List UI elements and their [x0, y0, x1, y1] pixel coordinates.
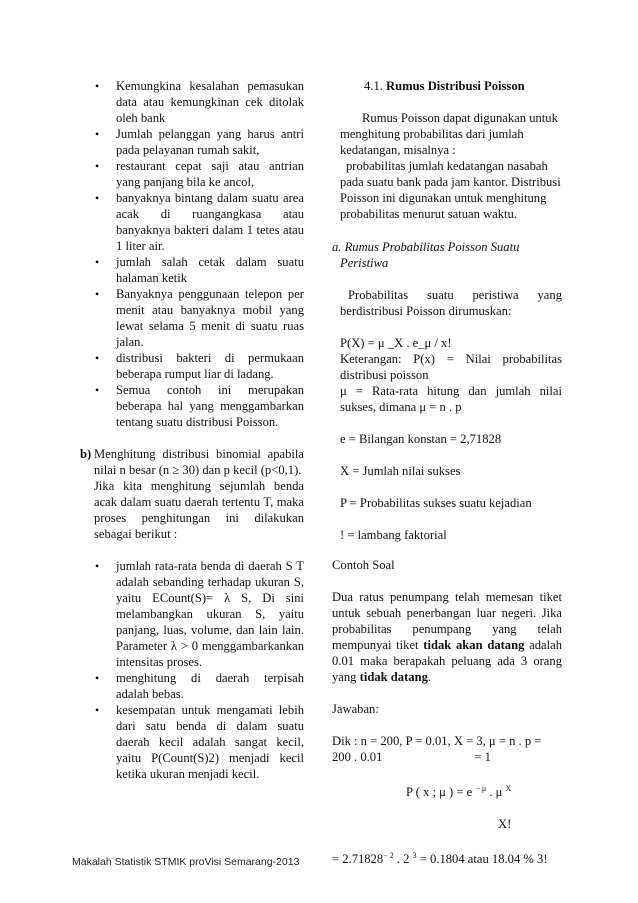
- right-column: [332, 78, 563, 867]
- factorial-definition: ! = lambang faktorial: [340, 528, 447, 542]
- bullet-icon: •: [95, 159, 100, 173]
- intro-text-2: probabilitas jumlah kedatangan nasabah pada suatu bank pada jam kantor. Distribusi Poisson ini digunakan untuk menghitung probabilitas menurut satuan waktu.: [340, 159, 561, 221]
- contoh-soal-heading: Contoh Soal: [332, 558, 395, 572]
- bullet-icon: •: [95, 559, 100, 573]
- bullet-item: [80, 702, 304, 782]
- bullet-text: kesempatan untuk mengamati lebih dari satu benda di dalam suatu daerah kecil adalah sangat kecil, yaitu P(Count(S)2) menjadi kecil ketika ukuran menjadi kecil.: [116, 703, 304, 781]
- bullet-item: [80, 350, 304, 382]
- bullet-item: [80, 382, 304, 430]
- bullet-text: Kemungkina kesalahan pemasukan data atau kemungkinan cek ditolak oleh bank: [116, 79, 304, 125]
- intro-text: Rumus Poisson dapat digunakan untuk menghitung probabilitas dari jumlah kedatangan, misalnya :: [340, 111, 558, 157]
- bullet-icon: •: [95, 287, 100, 301]
- bullet-list-examples: [80, 78, 304, 430]
- bullet-text: menghitung di daerah terpisah adalah bebas.: [116, 671, 304, 701]
- bullet-icon: •: [95, 383, 100, 397]
- keterangan: Keterangan: P(x) = Nilai probabilitas distribusi poisson: [340, 352, 562, 382]
- point-b-text: Menghitung distribusi binomial apabila nilai n besar (n ≥ 30) dan p kecil (p<0,1).: [94, 447, 304, 477]
- bullet-text: Jumlah pelanggan yang harus antri pada pelayanan rumah sakit,: [116, 127, 304, 157]
- x-definition: X = Jumlah nilai sukses: [340, 464, 461, 478]
- diketahui: Dik : n = 200, P = 0.01, X = 3, μ = n . p = 200 . 0.01 = 1: [332, 734, 542, 764]
- bullet-icon: •: [95, 127, 100, 141]
- bullet-item: [80, 286, 304, 350]
- bullet-icon: •: [95, 351, 100, 365]
- bullet-text: restaurant cepat saji atau antrian yang panjang bila ke ancol,: [116, 159, 304, 189]
- jawaban-label: Jawaban:: [332, 702, 379, 716]
- bullet-item: [80, 558, 304, 670]
- mu-definition: μ = Rata-rata hitung dan jumlah nilai sukses, dimana μ = n . p: [340, 384, 562, 414]
- bullet-item: [80, 126, 304, 158]
- left-column: [80, 78, 304, 782]
- e-definition: e = Bilangan konstan = 2,71828: [340, 432, 502, 446]
- bullet-icon: •: [95, 671, 100, 685]
- result: = $2.71828^{- 2}$ . 2 $^3$ = 0.1804 atau 18.04 % 3!: [332, 851, 548, 867]
- bullet-icon: •: [95, 79, 100, 93]
- point-b-text2: Jika kita menghitung sejumlah benda acak dalam suatu daerah tertentu T, maka proses penghitungan ini dilakukan sebagai berikut :: [94, 479, 304, 541]
- bullet-text: Banyaknya penggunaan telepon per menit atau banyaknya mobil yang lewat selama 5 menit di suatu ruas jalan.: [116, 287, 304, 349]
- bullet-text: jumlah rata-rata benda di daerah S T adalah sebanding terhadap ukuran S, yaitu ECount(S)= λ S, Di sini melambangkan ukuran S, yaitu panjang, luas, volume, dan lain lain. Parameter λ > 0 menggambarkankan intensitas proses.: [116, 559, 304, 669]
- bullet-item: [80, 78, 304, 126]
- section-title: Rumus Distribusi Poisson: [386, 79, 525, 93]
- p-definition: P = Probabilitas sukses suatu kejadian: [340, 496, 532, 510]
- point-b-label: b): [80, 447, 92, 461]
- bullet-item: [80, 254, 304, 286]
- bullet-icon: •: [95, 191, 100, 205]
- sub-intro: Probabilitas suatu peristiwa yang berdistribusi Poisson dirumuskan:: [340, 288, 562, 318]
- bullet-icon: •: [95, 255, 100, 269]
- bullet-item: [80, 190, 304, 254]
- point-b: [80, 446, 304, 542]
- poisson-formula: P ( x ; μ ) = e $^{- \mu}$ . μ $^X$: [406, 784, 512, 800]
- bullet-text: distribusi bakteri di permukaan beberapa rumput liar di ladang.: [116, 351, 304, 381]
- bullet-icon: •: [95, 703, 100, 717]
- soal-text: Dua ratus penumpang telah memesan tiket untuk sebuah penerbangan luar negeri. Jika probabilitas penumpang yang telah mempunyai tiket tidak akan datang adalah 0.01 maka berapakah peluang ada 3 orang yang tidak datang.: [332, 590, 563, 684]
- section-heading: [340, 78, 562, 94]
- bullet-text: banyaknya bintang dalam suatu area acak di ruangangkasa atau banyaknya bakteri dalam 1 tetes atau 1 liter air.: [116, 191, 304, 253]
- sub-heading: a. Rumus Probabilitas Poisson Suatu Peristiwa: [332, 240, 520, 270]
- bullet-text: jumlah salah cetak dalam suatu halaman ketik: [116, 255, 304, 285]
- page-footer: Makalah Statistik STMIK proVisi Semarang-2013: [72, 856, 300, 868]
- x-factorial: X!: [498, 817, 512, 832]
- bullet-list-process: [80, 558, 304, 782]
- formula: P(X) = μ _X . e_μ / x!: [340, 336, 452, 350]
- bullet-item: [80, 158, 304, 190]
- bullet-item: [80, 670, 304, 702]
- bullet-text: Semua contoh ini merupakan beberapa hal yang menggambarkan tentang suatu distribusi Poisson.: [116, 383, 304, 429]
- section-number: 4.1.: [364, 79, 383, 93]
